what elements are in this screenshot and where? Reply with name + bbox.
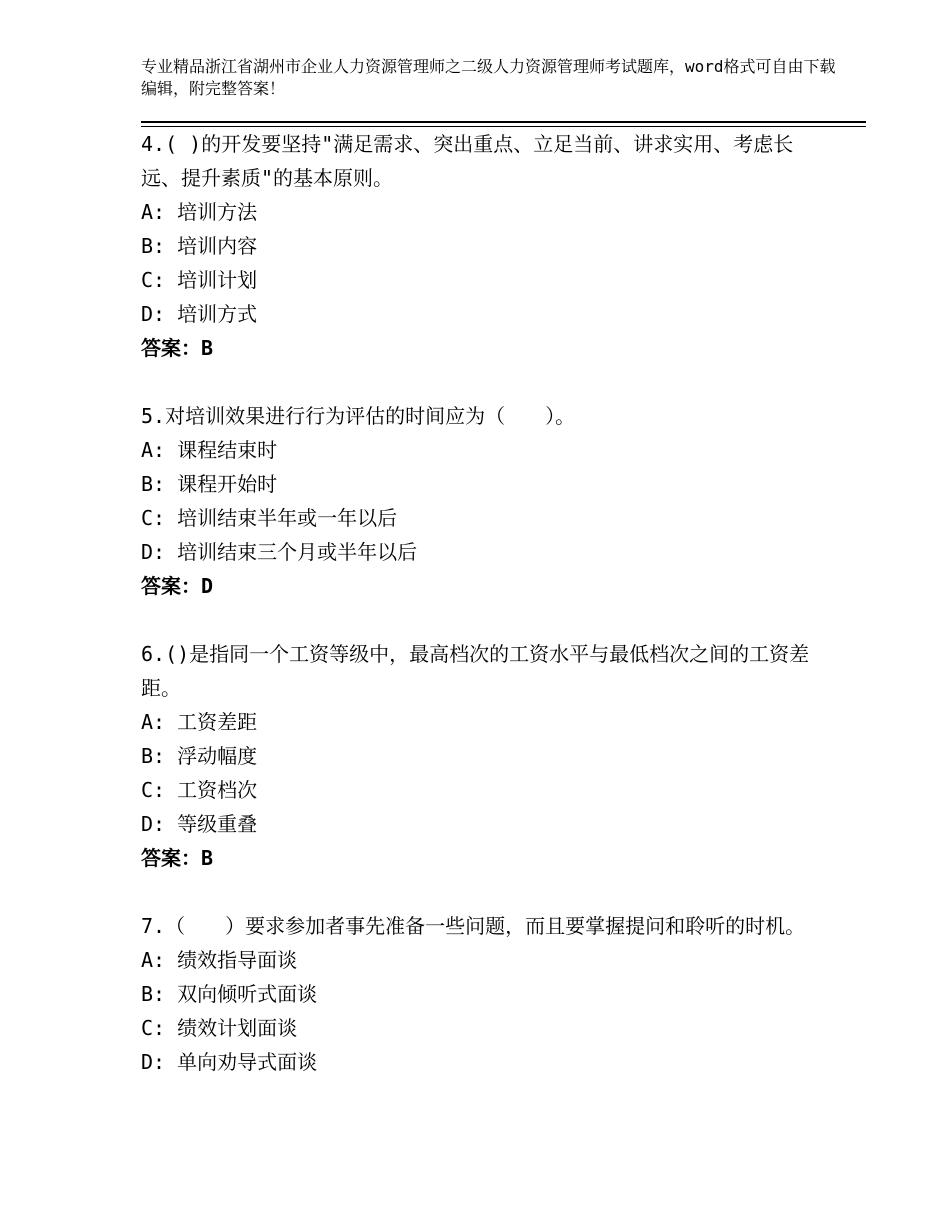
question-stem: 5.对培训效果进行行为评估的时间应为（ ）。 <box>141 404 576 428</box>
question-7 <box>141 909 821 1079</box>
option-d: D: 培训结束三个月或半年以后 <box>141 540 418 564</box>
question-stem: 7.（ ）要求参加者事先准备一些问题，而且要掌握提问和聆听的时机。 <box>141 914 806 938</box>
option-d: D: 单向劝导式面谈 <box>141 1050 318 1074</box>
document-header: 专业精品浙江省湖州市企业人力资源管理师之二级人力资源管理师考试题库，word格式可自由下载编辑，附完整答案！ <box>141 57 836 98</box>
option-b: B: 浮动幅度 <box>141 744 258 768</box>
option-b: B: 双向倾听式面谈 <box>141 982 318 1006</box>
answer: 答案：B <box>141 846 214 870</box>
option-a: A: 工资差距 <box>141 710 258 734</box>
question-5 <box>141 399 821 603</box>
option-b: B: 课程开始时 <box>141 472 278 496</box>
question-stem: 6.()是指同一个工资等级中，最高档次的工资水平与最低档次之间的工资差距。 <box>141 642 810 700</box>
option-b: B: 培训内容 <box>141 234 258 258</box>
option-c: C: 培训结束半年或一年以后 <box>141 506 398 530</box>
option-d: D: 等级重叠 <box>141 812 258 836</box>
question-stem: 4.( )的开发要坚持"满足需求、突出重点、立足当前、讲求实用、考虑长远、提升素质"的基本原则。 <box>141 132 794 190</box>
option-c: C: 培训计划 <box>141 268 258 292</box>
option-d: D: 培训方式 <box>141 302 258 326</box>
question-list <box>141 127 821 1113</box>
option-c: C: 工资档次 <box>141 778 258 802</box>
option-a: A: 绩效指导面谈 <box>141 948 298 972</box>
option-a: A: 培训方法 <box>141 200 258 224</box>
question-6 <box>141 637 821 875</box>
option-a: A: 课程结束时 <box>141 438 278 462</box>
question-4 <box>141 127 821 365</box>
header-rule-thick <box>141 121 866 123</box>
answer: 答案：B <box>141 336 214 360</box>
option-c: C: 绩效计划面谈 <box>141 1016 298 1040</box>
answer: 答案：D <box>141 574 214 598</box>
